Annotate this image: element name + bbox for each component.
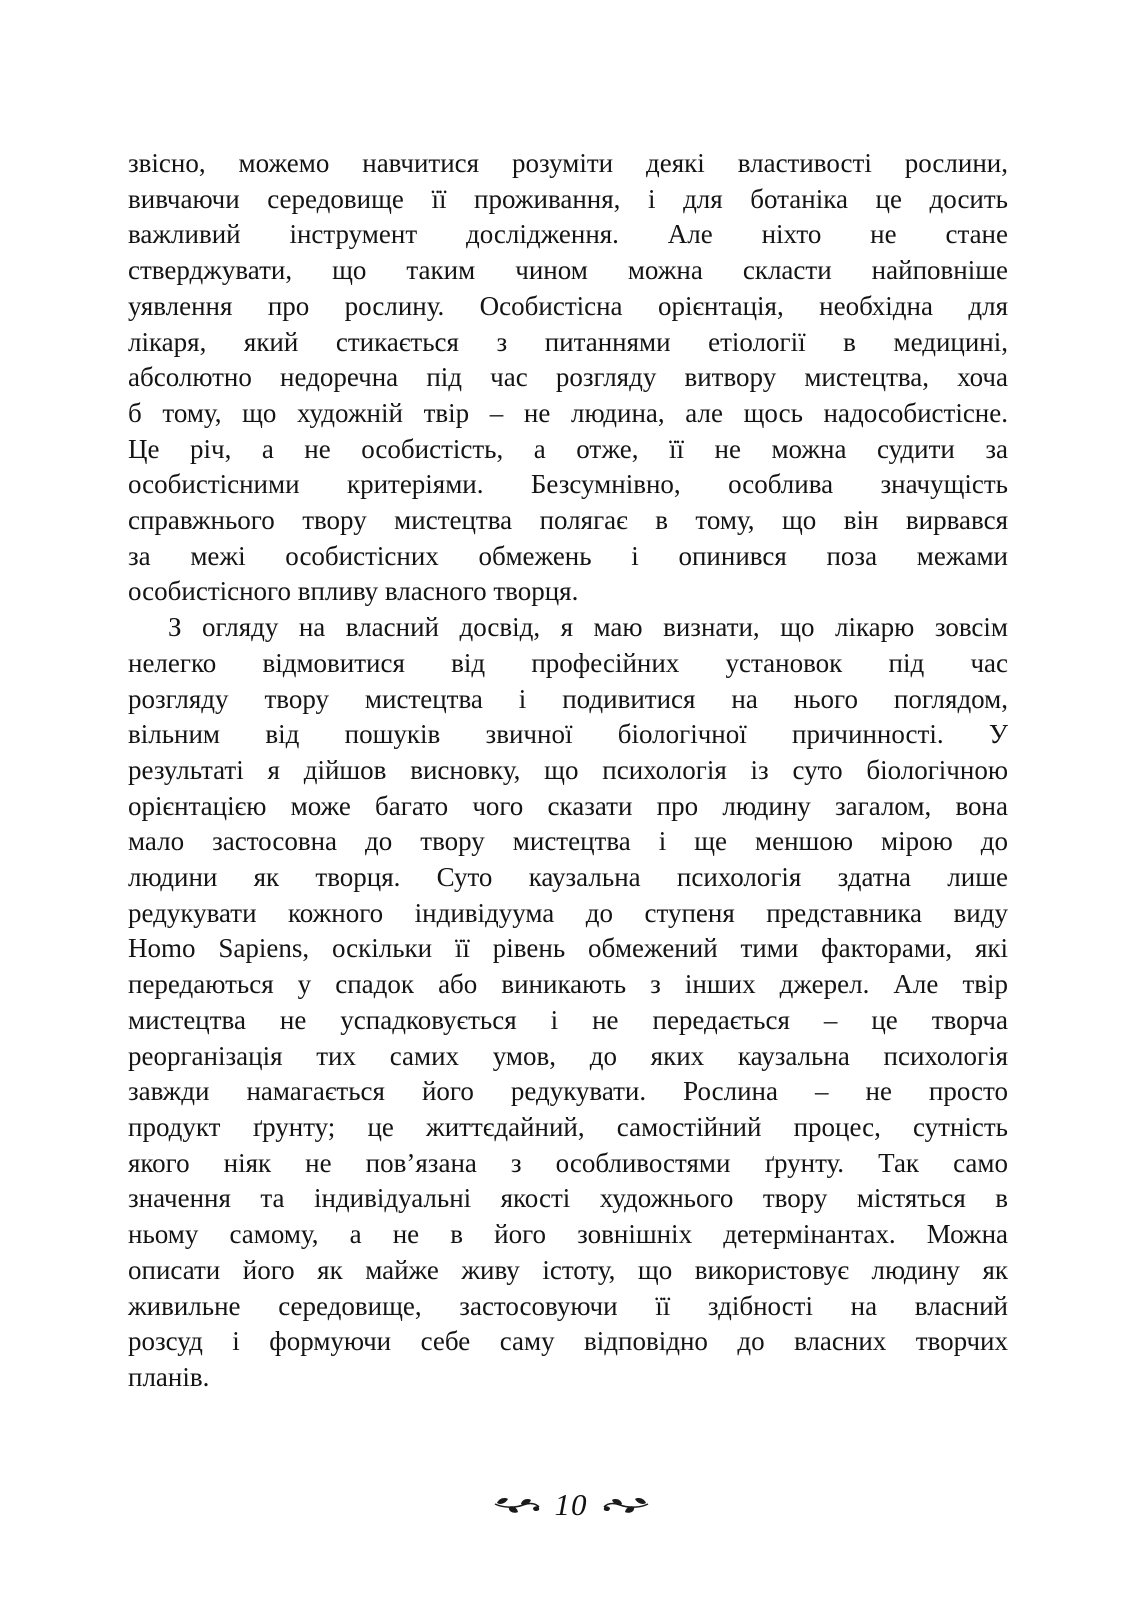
text-line: ньому самому, а не в його зовнішніх детермінантах. Можна: [128, 1219, 1008, 1250]
text-line: планів.: [128, 1361, 210, 1392]
text-line: передаються у спадок або виникають з інших джерел. Але твір: [128, 969, 1008, 1000]
footer-ornament-right-icon: [602, 1495, 650, 1515]
text-line: Homo Sapiens, оскільки її рівень обмежений тими факторами, які: [128, 933, 1008, 964]
text-line: особистісними критеріями. Безсумнівно, особлива значущість: [128, 469, 1008, 500]
page-text: [128, 146, 1008, 1396]
text-line: стверджувати, що таким чином можна скласти найповніше: [128, 255, 1008, 286]
text-line: справжнього твору мистецтва полягає в тому, що він вирвався: [128, 505, 1008, 536]
text-line: редукувати кожного індивідуума до ступеня представника виду: [128, 897, 1008, 928]
text-line: розсуд і формуючи себе саму відповідно до власних творчих: [128, 1326, 1008, 1357]
text-line: звісно, можемо навчитися розуміти деякі властивості рослини,: [128, 148, 1008, 178]
text-line: мало застосовна до твору мистецтва і ще меншою мірою до: [128, 826, 1008, 857]
text-line: завжди намагається його редукувати. Рослина – не просто: [128, 1076, 1008, 1107]
text-line: людини як творця. Суто каузальна психологія здатна лише: [128, 862, 1008, 893]
text-line: З огляду на власний досвід, я маю визнати, що лікарю зовсім: [168, 612, 1008, 643]
text-line: б тому, що художній твір – не людина, але щось надособистісне.: [128, 397, 1008, 428]
text-line: якого ніяк не пов’язана з особливостями ґрунту. Так само: [128, 1147, 1008, 1178]
text-line: за межі особистісних обмежень і опинився поза межами: [128, 540, 1008, 571]
text-line: нелегко відмовитися від професійних установок під час: [128, 647, 1008, 678]
text-line: вивчаючи середовище її проживання, і для ботаніка це досить: [128, 183, 1008, 214]
page-number: 10: [554, 1486, 588, 1522]
page-footer: [0, 1482, 1142, 1528]
text-line: вільним від пошуків звичної біологічної причинності. У: [128, 719, 1008, 750]
text-line: мистецтва не успадковується і не передається – це творча: [128, 1004, 1008, 1035]
text-line: лікаря, який стикається з питаннями етіології в медицині,: [128, 326, 1008, 357]
text-line: продукт ґрунту; це життєдайний, самостійний процес, сутність: [128, 1111, 1008, 1142]
text-line: результаті я дійшов висновку, що психологія із суто біологічною: [128, 754, 1008, 785]
text-line: важливий інструмент дослідження. Але ніхто не стане: [128, 219, 1008, 250]
text-line: орієнтацією може багато чого сказати про людину загалом, вона: [128, 790, 1008, 821]
text-line: значення та індивідуальні якості художнього твору містяться в: [128, 1183, 1008, 1214]
text-line: описати його як майже живу істоту, що використовує людину як: [128, 1254, 1008, 1285]
footer-ornament-left-icon: [493, 1495, 541, 1515]
text-line: уявлення про рослину. Особистісна орієнтація, необхідна для: [128, 290, 1008, 321]
text-line: абсолютно недоречна під час розгляду витвору мистецтва, хоча: [128, 362, 1008, 393]
text-line: особистісного впливу власного творця.: [128, 576, 579, 607]
text-line: реорганізація тих самих умов, до яких каузальна психологія: [128, 1040, 1008, 1071]
text-line: розгляду твору мистецтва і подивитися на нього поглядом,: [128, 683, 1008, 714]
text-line: живильне середовище, застосовуючи її здібності на власний: [128, 1290, 1008, 1321]
text-line: Це річ, а не особистість, а отже, її не можна судити за: [128, 433, 1008, 464]
